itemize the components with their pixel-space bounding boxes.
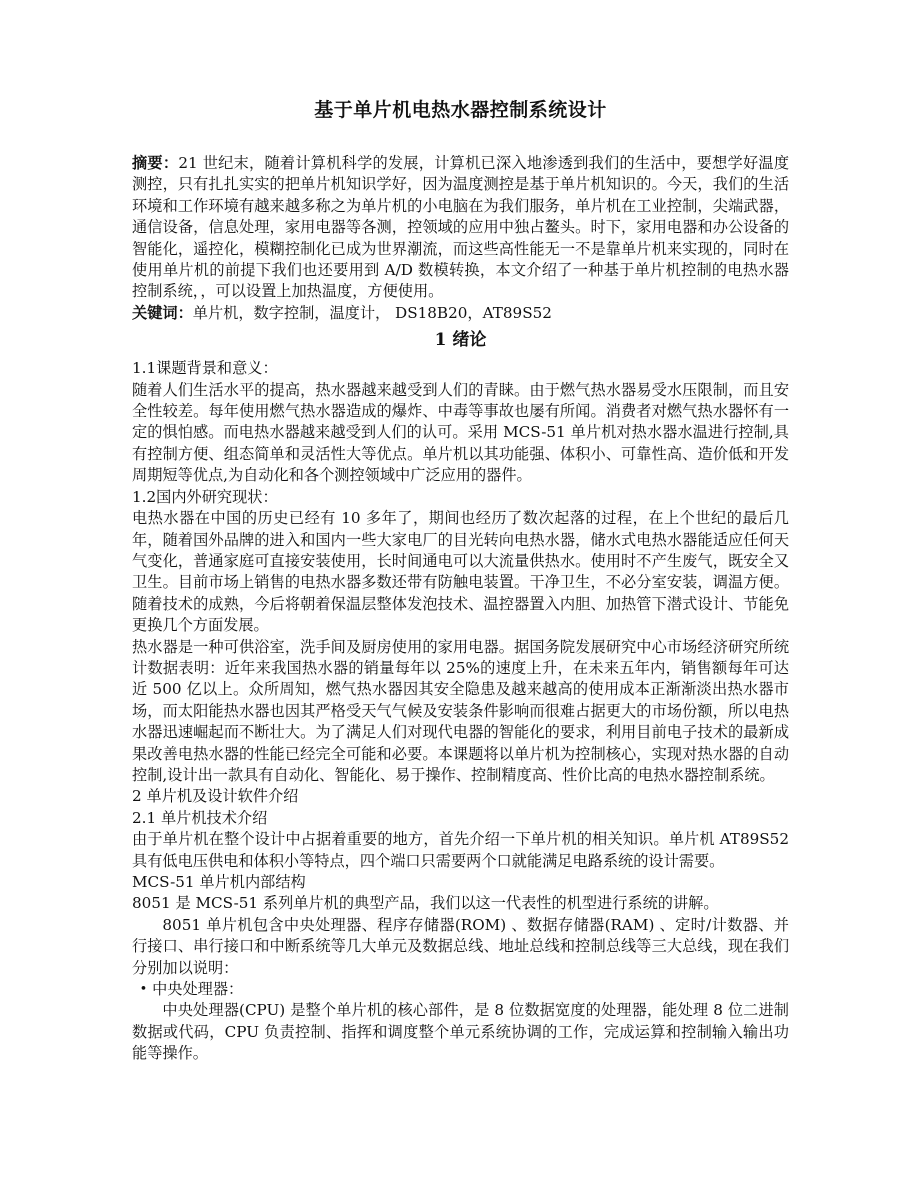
bullet-item-label: 中央处理器： — [152, 980, 244, 999]
mcs-structure-heading: MCS-51 单片机内部结构 — [132, 873, 306, 891]
section-1-2-paragraph-2: 热水器是一种可供浴室，洗手间及厨房使用的家用电器。据国务院发展研究中心市场经济研究所统计数据表明：近年来我国热水器的销量每年以 25%的速度上升，在未来五年内，销售额每年可达近 500 亿以上。众所周知，燃气热水器因其安全隐患及越来越高的使用成本正渐渐淡出热水器市场，而太阳能热水器也因其严格受天气气候及安装条件影响而很难占据更大的市场份额，所以电热水器迅速崛起而不断壮大。为了满足人们对现代电器的智能化的要求，利用目前电子技术的最新成果改善电热水器的性能已经完全可能和必要。本课题将以单片机为控制核心，实现对热水器的自动控制,设计出一款具有自动化、智能化、易于操作、控制精度高、性价比高的电热水器控制系统。 — [132, 637, 789, 784]
keywords-paragraph — [132, 303, 789, 324]
abstract-label: 摘要： — [132, 154, 179, 172]
abstract-text: 21 世纪末，随着计算机科学的发展，计算机已深入地渗透到我们的生活中，要想学好温度测控，只有扎扎实实的把单片机知识学好，因为温度测控是基于单片机知识的。今天，我们的生活环境和工作环境有越来越多称之为单片机的小电脑在为我们服务，单片机在工业控制，尖端武器，通信设备，信息处理，家用电器等各测，控领域的应用中独占鳌头。时下，家用电器和办公设备的智能化，遥控化，模糊控制化已成为世界潮流，而这些高性能无一不是靠单片机来实现的，同时在使用单片机的前提下我们也还要用到 A/D 数模转换，本文介绍了一种基于单片机控制的电热水器控制系统，，可以设置上加热温度，方便使用。 — [132, 154, 790, 301]
section-1-2-paragraph-1: 电热水器在中国的历史已经有 10 多年了，期间也经历了数次起落的过程，在上个世纪的最后几年，随着国外品牌的进入和国内一些大家电厂的目光转向电热水器，储水式电热水器能适应任何天气变化，普通家庭可直接安装使用，长时间通电可以大流量供热水。使用时不产生废气，既安全又卫生。目前市场上销售的电热水器多数还带有防触电装置。干净卫生，不必分室安装，调温方便。随着技术的成熟，今后将朝着保温层整体发泡技术、温控器置入内胆、加热管下潜式设计、节能免更换几个方面发展。 — [132, 509, 789, 635]
page-title: 基于单片机电热水器控制系统设计 — [314, 99, 607, 121]
section-1-1-heading: 1.1课题背景和意义： — [132, 359, 278, 378]
bullet-item-cpu — [132, 979, 789, 1000]
bullet-dot-icon: • — [139, 982, 148, 998]
keywords-text: 单片机，数字控制，温度计， DS18B20，AT89S52 — [192, 303, 552, 322]
mcs-units-paragraph: 8051 单片机包含中央处理器、程序存储器(ROM) 、数据存储器(RAM) 、定时/计数器、并行接口、串行接口和中断系统等几大单元及数据总线、地址总线和控制总线等三大总线，现在我们分别加以说明： — [132, 915, 789, 977]
document-content — [132, 95, 789, 1065]
keywords-label: 关键词： — [132, 303, 193, 322]
abstract-paragraph — [132, 153, 789, 303]
section-2-1-heading: 2.1 单片机技术介绍 — [132, 808, 268, 827]
mcs-intro-paragraph: 8051 是 MCS-51 系列单片机的典型产品，我们以这一代表性的机型进行系统的讲解。 — [132, 894, 719, 913]
section-1-2-heading: 1.2国内外研究现状： — [132, 487, 278, 506]
cpu-description-paragraph: 中央处理器(CPU) 是整个单片机的核心部件，是 8 位数据宽度的处理器，能处理 8 位二进制数据或代码，CPU 负责控制、指挥和调度整个单元系统协调的工作，完成运算和控制输入输出功能等操作。 — [132, 1001, 789, 1063]
chapter-1-heading: 1 绪论 — [434, 330, 487, 351]
chapter-2-heading: 2 单片机及设计软件介绍 — [132, 787, 299, 806]
section-1-1-paragraph: 随着人们生活水平的提高，热水器越来越受到人们的青睐。由于燃气热水器易受水压限制，而且安全性较差。每年使用燃气热水器造成的爆炸、中毒等事故也屡有所闻。消费者对燃气热水器怀有一定的惧怕感。而电热水器越来越受到人们的认可。采用 MCS-51 单片机对热水器水温进行控制,具有控制方便、组态简单和灵活性大等优点。单片机以其功能强、体积小、可靠性高、造价低和开发周期短等优点,为自动化和各个测控领域中广泛应用的器件。 — [132, 380, 789, 485]
section-2-1-paragraph: 由于单片机在整个设计中占据着重要的地方，首先介绍一下单片机的相关知识。单片机 AT89S52 具有低电压供电和体积小等特点，四个端口只需要两个口就能满足电路系统的设计需要。 — [132, 830, 789, 870]
